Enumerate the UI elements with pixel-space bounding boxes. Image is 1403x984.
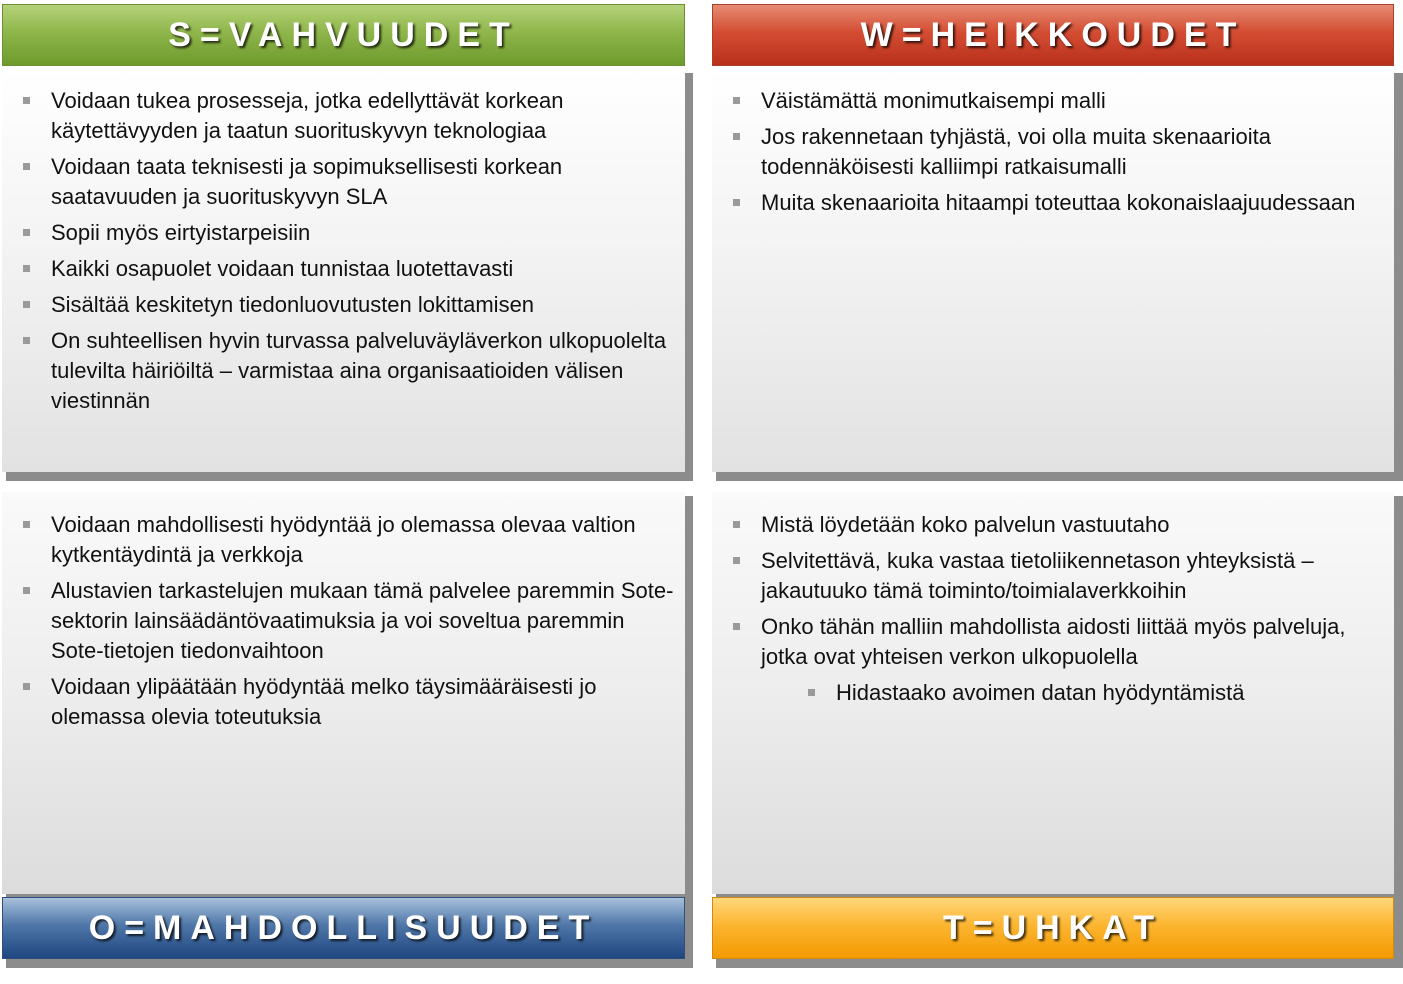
square-bullet-icon — [733, 623, 740, 630]
weaknesses-list — [727, 86, 1387, 224]
square-bullet-icon — [23, 521, 30, 528]
opportunities-header: O=MAHDOLLISUUDET — [2, 897, 685, 959]
list-item: Voidaan taata teknisesti ja sopimuksellisesti korkean saatavuuden ja suorituskyvyn SLA — [17, 152, 672, 212]
list-item: Voidaan tukea prosesseja, jotka edellyttävät korkean käytettävyyden ja taatun suorituskyvyn teknologiaa — [17, 86, 672, 146]
strengths-header: S=VAHVUUDET — [2, 4, 685, 66]
list-item: On suhteellisen hyvin turvassa palveluväyläverkon ulkopuolelta tulevilta häiriöiltä – varmistaa aina organisaatioiden välisen viestinnän — [17, 326, 672, 416]
list-item: Kaikki osapuolet voidaan tunnistaa luotettavasti — [17, 254, 672, 284]
weaknesses-header: W=HEIKKOUDET — [712, 4, 1394, 66]
list-item: Onko tähän malliin mahdollista aidosti liittää myös palveluja, jotka ovat yhteisen verkon ulkopuolella — [727, 612, 1389, 672]
list-item: Sisältää keskitetyn tiedonluovutusten lokittamisen — [17, 290, 672, 320]
square-bullet-icon — [808, 689, 815, 696]
list-item: Muita skenaarioita hitaampi toteuttaa kokonaislaajuudessaan — [727, 188, 1387, 218]
square-bullet-icon — [23, 97, 30, 104]
list-sub-item: Hidastaako avoimen datan hyödyntämistä — [727, 678, 1389, 708]
list-item: Sopii myös eirtyistarpeisiin — [17, 218, 672, 248]
square-bullet-icon — [733, 133, 740, 140]
square-bullet-icon — [23, 229, 30, 236]
square-bullet-icon — [23, 683, 30, 690]
list-item: Voidaan mahdollisesti hyödyntää jo olemassa olevaa valtion kytkentäydintä ja verkkoja — [17, 510, 677, 570]
square-bullet-icon — [23, 163, 30, 170]
square-bullet-icon — [733, 97, 740, 104]
square-bullet-icon — [23, 337, 30, 344]
square-bullet-icon — [733, 557, 740, 564]
list-item: Voidaan ylipäätään hyödyntää melko täysimääräisesti jo olemassa olevia toteutuksia — [17, 672, 677, 732]
opportunities-list — [17, 510, 677, 738]
list-item: Mistä löydetään koko palvelun vastuutaho — [727, 510, 1389, 540]
threats-header: T=UHKAT — [712, 897, 1394, 959]
square-bullet-icon — [23, 265, 30, 272]
square-bullet-icon — [23, 587, 30, 594]
list-item: Alustavien tarkastelujen mukaan tämä palvelee paremmin Sote-sektorin lainsäädäntövaatimuksia ja voi soveltua paremmin Sote-tietojen tiedonvaihtoon — [17, 576, 677, 666]
square-bullet-icon — [23, 301, 30, 308]
strengths-list — [17, 86, 672, 422]
square-bullet-icon — [733, 521, 740, 528]
list-item: Väistämättä monimutkaisempi malli — [727, 86, 1387, 116]
threats-list — [727, 510, 1389, 714]
list-item: Selvitettävä, kuka vastaa tietoliikennetason yhteyksistä – jakautuuko tämä toiminto/toimialaverkkoihin — [727, 546, 1389, 606]
list-item: Jos rakennetaan tyhjästä, voi olla muita skenaarioita todennäköisesti kalliimpi ratkaisumalli — [727, 122, 1387, 182]
square-bullet-icon — [733, 199, 740, 206]
